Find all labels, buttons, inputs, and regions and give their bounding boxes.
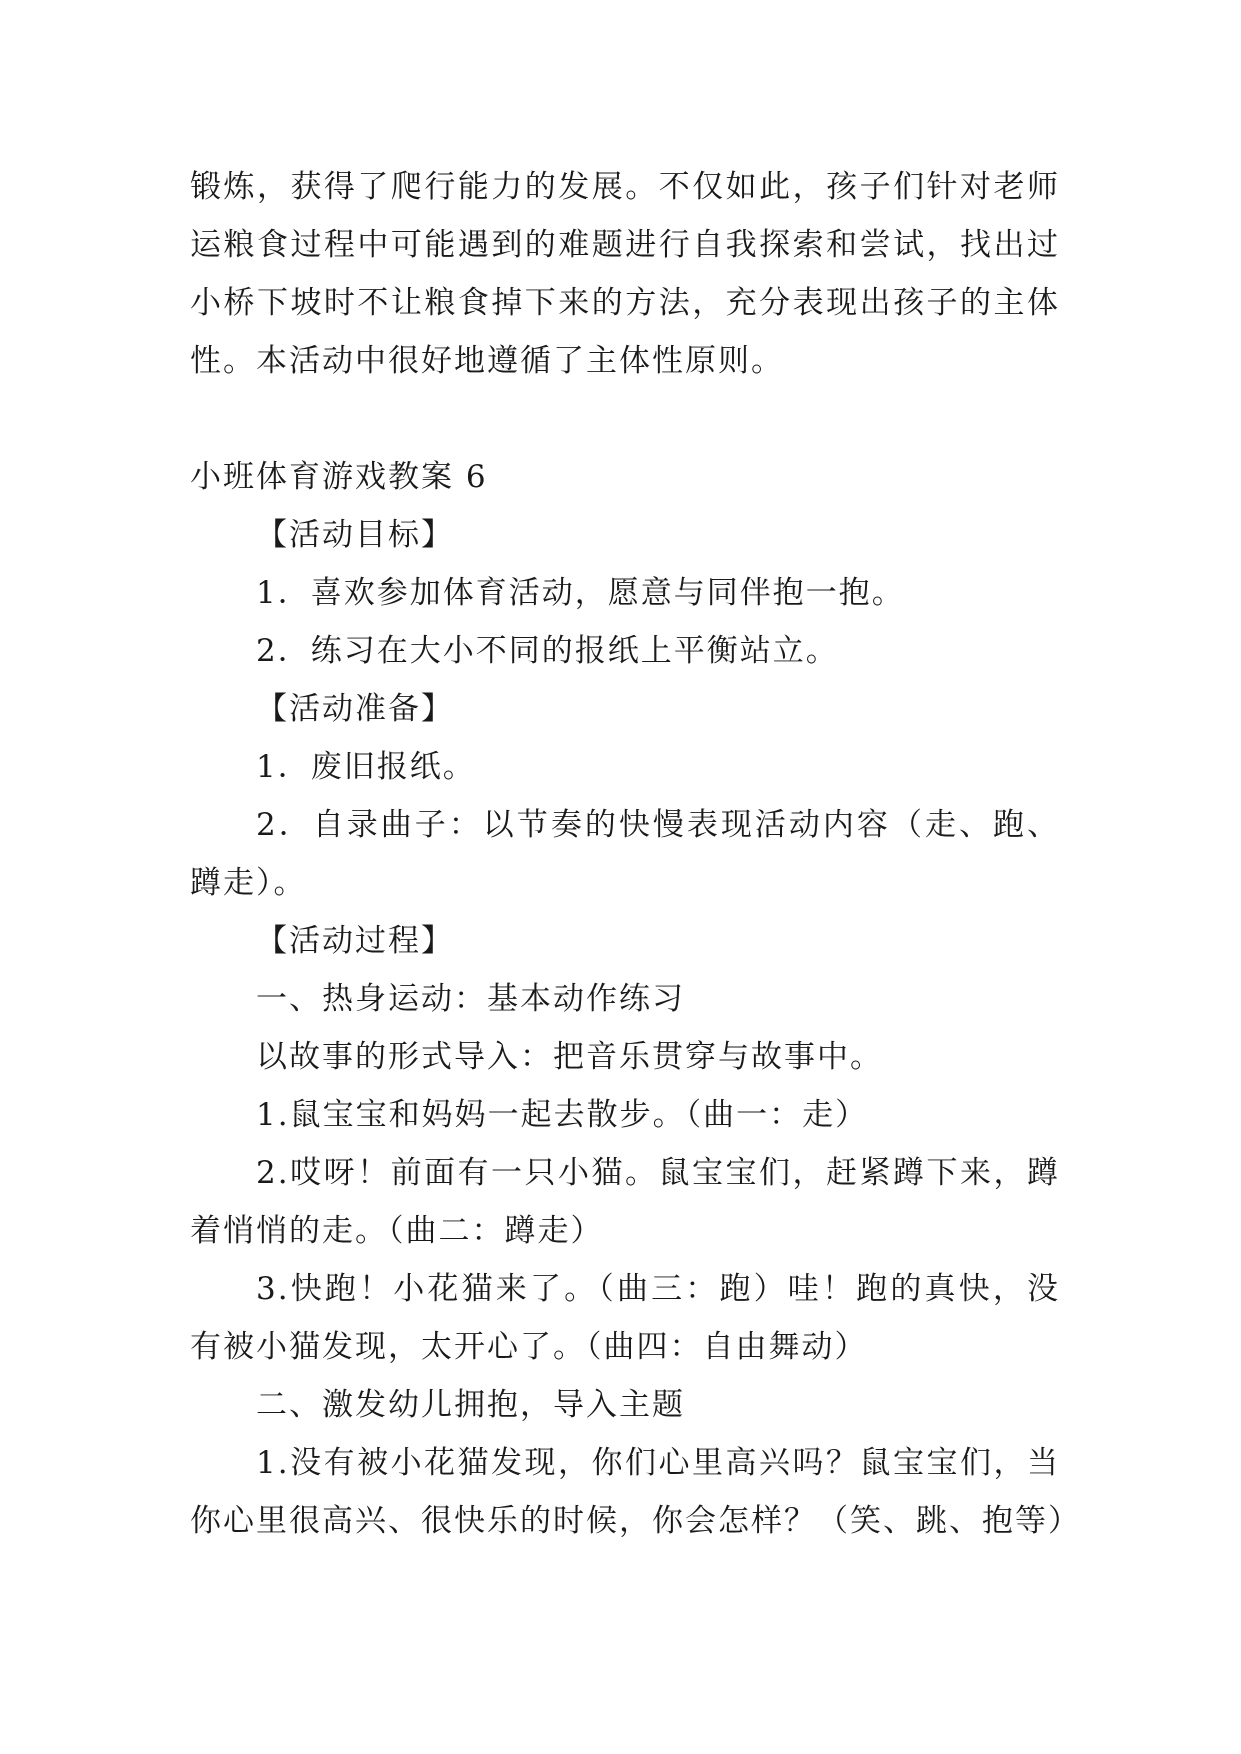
- paragraph-line: 性。本活动中很好地遵循了主体性原则。: [190, 343, 784, 379]
- process-step: 二、激发幼儿拥抱，导入主题: [256, 1387, 685, 1423]
- prep-item: 2．自录曲子：以节奏的快慢表现活动内容（走、跑、: [256, 807, 1060, 843]
- process-step: 一、热身运动：基本动作练习: [256, 981, 685, 1017]
- paragraph-line: 运粮食过程中可能遇到的难题进行自我探索和尝试，找出过: [190, 227, 1060, 263]
- blank-line: [190, 390, 1060, 448]
- process-text-continued: 你心里很高兴、很快乐的时候，你会怎样？（笑、跳、抱等）: [190, 1503, 1081, 1539]
- process-text: 1.鼠宝宝和妈妈一起去散步。（曲一：走）: [256, 1097, 869, 1133]
- heading-preparation: 【活动准备】: [256, 691, 454, 727]
- heading-goal: 【活动目标】: [256, 517, 454, 553]
- goal-item: 1．喜欢参加体育活动，愿意与同伴抱一抱。: [256, 575, 905, 611]
- process-text: 1.没有被小花猫发现，你们心里高兴吗？鼠宝宝们，当: [256, 1445, 1060, 1481]
- process-text: 3.快跑！小花猫来了。（曲三：跑）哇！跑的真快，没: [256, 1271, 1060, 1307]
- heading-process: 【活动过程】: [256, 923, 454, 959]
- goal-item: 2．练习在大小不同的报纸上平衡站立。: [256, 633, 839, 669]
- document-body: [190, 158, 1081, 1550]
- process-text: 以故事的形式导入：把音乐贯穿与故事中。: [256, 1039, 883, 1075]
- process-text-continued: 着悄悄的走。（曲二：蹲走）: [190, 1213, 604, 1249]
- paragraph-line: 锻炼，获得了爬行能力的发展。不仅如此，孩子们针对老师: [190, 169, 1060, 205]
- paragraph-line: 小桥下坡时不让粮食掉下来的方法，充分表现出孩子的主体: [190, 285, 1060, 321]
- prep-item: 1．废旧报纸。: [256, 749, 476, 785]
- process-text-continued: 有被小猫发现，太开心了。（曲四：自由舞动）: [190, 1329, 868, 1365]
- prep-item-continued: 蹲走）。: [190, 865, 307, 901]
- process-text: 2.哎呀！前面有一只小猫。鼠宝宝们，赶紧蹲下来，蹲: [256, 1155, 1060, 1191]
- section-title: 小班体育游戏教案 6: [190, 459, 488, 495]
